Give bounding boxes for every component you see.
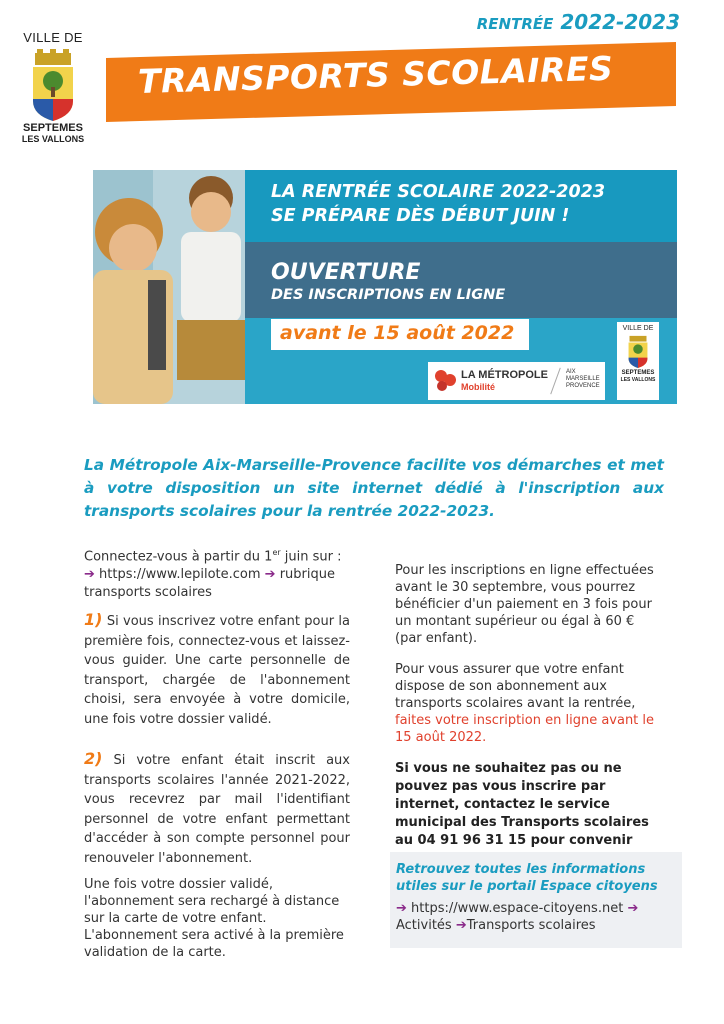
left-column <box>84 544 350 969</box>
rentree-years: 2022-2023 <box>560 10 680 34</box>
hero-headline <box>271 180 605 228</box>
city-logo <box>18 30 88 144</box>
hero-line2: SE PRÉPARE DÈS DÉBUT JUIN ! <box>271 206 570 226</box>
arrow-icon: ➔ <box>627 901 639 916</box>
deadline-red: faites votre inscription en ligne avant le 15 août 2022. <box>395 713 655 745</box>
deadline-text: avant le 15 août 2022 <box>280 322 515 344</box>
intro-paragraph: La Métropole Aix-Marseille-Provence facilite vos démarches et met à votre disposition un site internet dédié à l'inscription aux transports scolaires pour la rentrée 2022-2023. <box>84 456 664 520</box>
contact-paragraph: Si vous ne souhaitez pas ou ne pouvez pas vous inscrire par internet, contactez le service municipal des Transports scolaires au 04 91 96 31 15 pour convenir <box>395 761 649 848</box>
connect-paragraph <box>84 544 350 602</box>
mini-coat-of-arms-icon <box>625 334 651 368</box>
connect-post: juin sur : <box>280 549 342 565</box>
right-column <box>395 562 661 882</box>
info-links <box>396 900 676 934</box>
info-title: Retrouvez toutes les informations utiles sur le portail Espace citoyens <box>396 862 658 894</box>
hero-line1: LA RENTRÉE SCOLAIRE 2022-2023 <box>271 182 606 202</box>
validation-paragraph: Une fois votre dossier validé, l'abonnement sera rechargé à distance sur la carte de votre enfant. L'abonnement sera activé à la première validation de la carte. <box>84 877 344 961</box>
mini-logo-name2: LES VALLONS <box>620 377 656 383</box>
children-illustration <box>93 170 245 404</box>
logo-ville-de: VILLE DE <box>23 30 83 45</box>
mini-city-logo <box>617 322 659 400</box>
deadline-paragraph <box>395 661 661 746</box>
logo-name-line1: SEPTEMES <box>23 122 83 134</box>
metropole-name: LA MÉTROPOLE <box>461 369 548 381</box>
rentree-heading <box>477 10 680 34</box>
info-path1: Activités <box>396 918 452 933</box>
children-photo <box>93 170 245 404</box>
page-title: TRANSPORTS SCOLAIRES <box>137 48 614 101</box>
amp-logo <box>566 369 600 390</box>
amp-line3: PROVENCE <box>566 383 600 389</box>
info-path2: Transports scolaires <box>466 918 596 933</box>
hero-inscriptions: DES INSCRIPTIONS EN LIGNE <box>271 287 506 303</box>
rentree-label: RENTRÉE <box>476 15 554 33</box>
arrow-icon: ➔ <box>264 567 276 583</box>
step1-number: 1) <box>84 610 103 630</box>
espace-citoyens-link[interactable]: https://www.espace-citoyens.net <box>411 901 624 916</box>
metropole-logo-icon <box>433 368 457 392</box>
connect-sup: er <box>272 548 281 557</box>
coat-of-arms-icon <box>27 49 79 121</box>
rubrique-text: rubrique transports scolaires <box>84 567 335 601</box>
amp-line2: MARSEILLE <box>566 376 600 382</box>
connect-pre: Connectez-vous à partir du 1 <box>84 549 273 565</box>
arrow-icon: ➔ <box>455 918 467 933</box>
amp-line1: AIX <box>566 369 576 375</box>
logo-name-line2: LES VALLONS <box>21 134 85 144</box>
hero-ouverture: OUVERTURE <box>271 260 421 285</box>
payment-paragraph: Pour les inscriptions en ligne effectuées avant le 30 septembre, vous pourrez bénéficier d'un paiement en 3 fois pour un montant supérieur ou égal à 60 € (par enfant). <box>395 563 654 646</box>
mini-logo-name1: SEPTEMES <box>621 370 655 376</box>
mini-logo-ville: VILLE DE <box>622 325 654 332</box>
arrow-icon: ➔ <box>84 567 95 583</box>
step1-paragraph <box>84 610 350 729</box>
step1-text: Si vous inscrivez votre enfant pour la première fois, connectez-vous et laissez-vous guider. Une carte personnelle de transport, chargée de l'abonnement choisi, sera envoyée à votre domicile, une fois votre dossier validé. <box>84 614 350 727</box>
deadline-pre: Pour vous assurer que votre enfant dispose de son abonnement aux transports scolaires avant la rentrée, <box>395 662 636 711</box>
step2-number: 2) <box>84 749 103 769</box>
step2-text: Si votre enfant était inscrit aux transports scolaires l'année 2021-2022, vous recevrez par mail l'identifiant personnel de votre enfant permettant d'accéder à son compte personnel pour renouveler l'abonnement. <box>84 753 350 866</box>
arrow-icon: ➔ <box>396 901 407 916</box>
metropole-sub: Mobilité <box>461 382 495 392</box>
lepilote-link[interactable]: https://www.lepilote.com <box>99 567 261 583</box>
step2-paragraph <box>84 749 350 868</box>
